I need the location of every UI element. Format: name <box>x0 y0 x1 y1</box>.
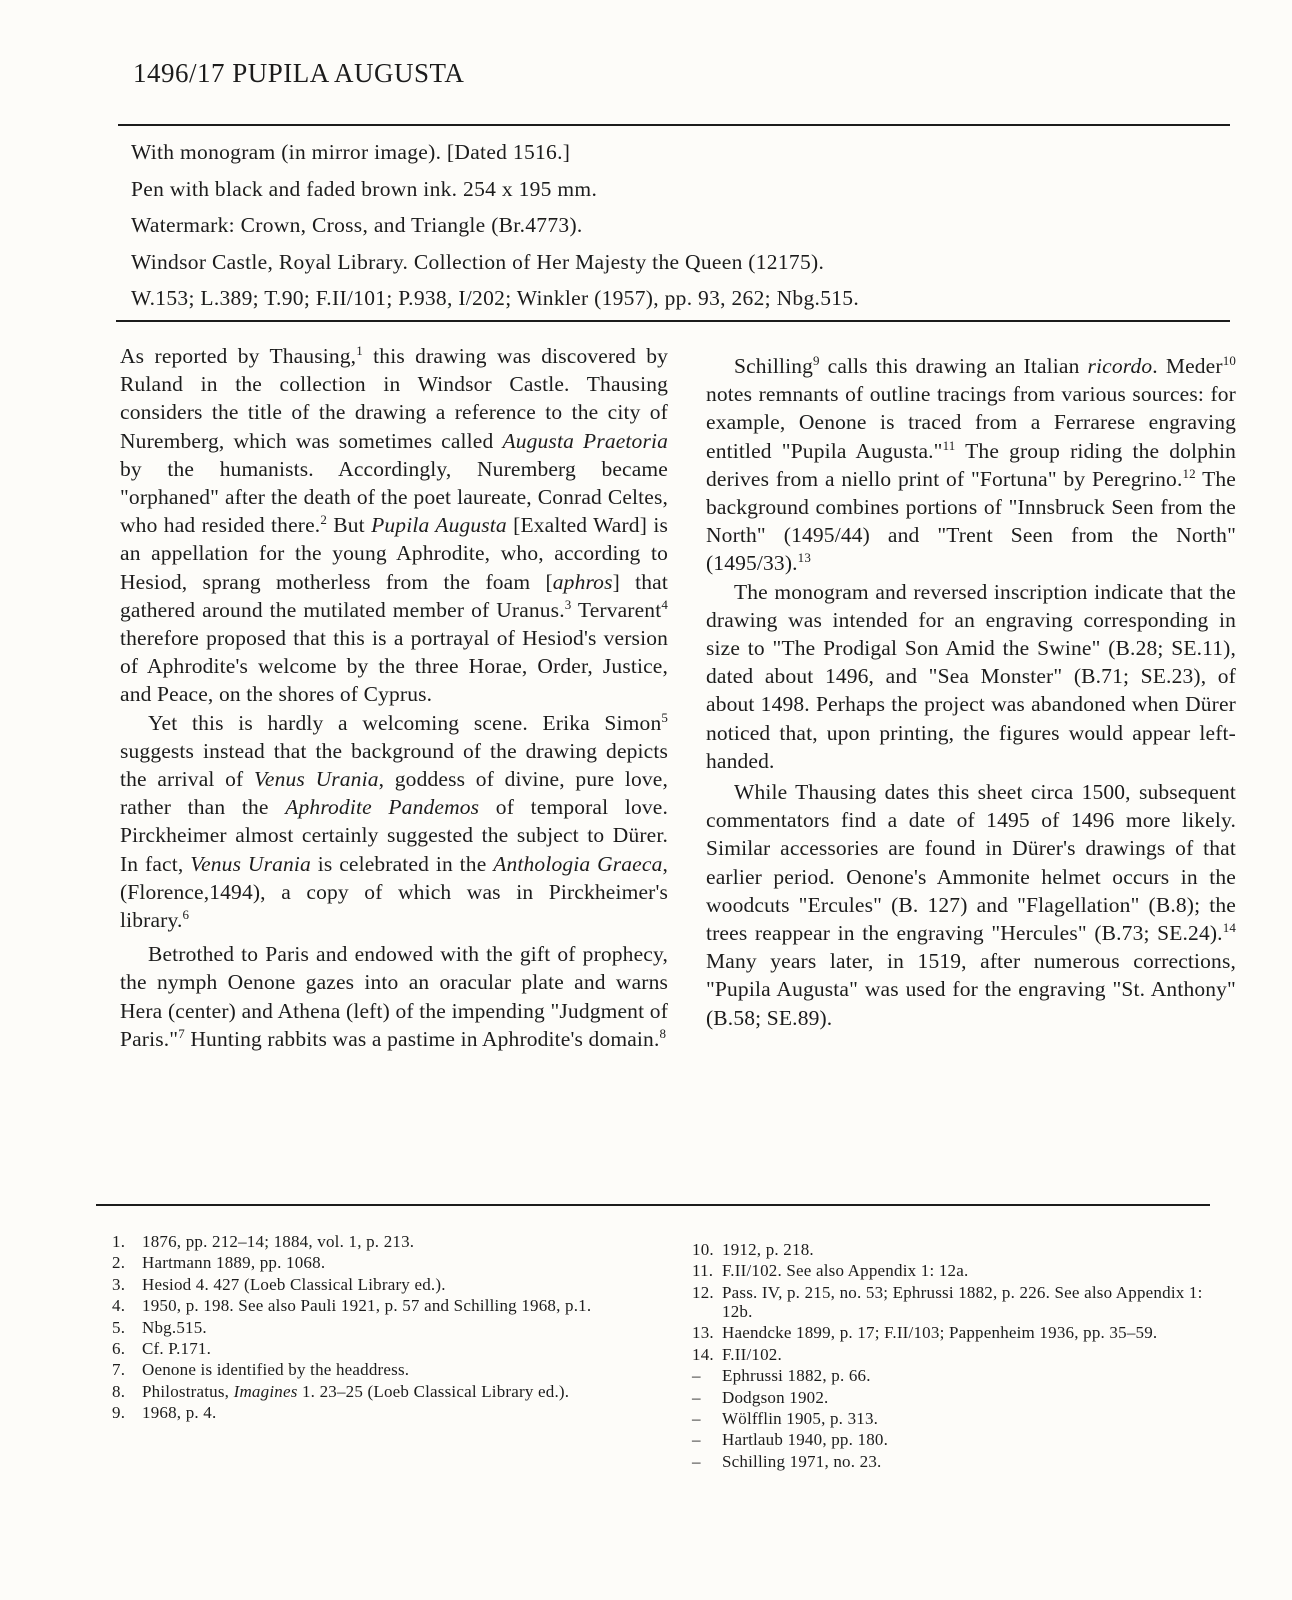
footnote: 6. Cf. P.171. <box>112 1338 212 1358</box>
footnotes-left <box>112 1232 632 1425</box>
catalog-line: W.153; L.389; T.90; F.II/101; P.938, I/202; Winkler (1957), pp. 93, 262; Nbg.515. <box>131 286 860 310</box>
paragraph: Yet this is hardly a welcoming scene. Erika Simon$^5$ suggests instead that the background of the drawing depicts the arrival of Venus Urania, goddess of divine, pure love, rather than the Aphrodite Pandemos of temporal love. Pirckheimer almost certainly suggested the subject to Dürer. In fact, Venus Urania is celebrated in the Anthologia Graeca, (Florence,1494), a copy of which was in Pirckheimer's library.$^6$ <box>120 709 669 933</box>
paragraph: As reported by Thausing,$^1$ this drawing was discovered by Ruland in the collection in Windsor Castle. Thausing considers the title of the drawing a reference to the city of Nuremberg, which was sometimes called Augusta Praetoria by the humanists. Accordingly, Nuremberg became "orphaned" after the death of the poet laureate, Conrad Celtes, who had resided there.$^2$ But Pupila Augusta [Exalted Ward] is an appellation for the young Aphrodite, who, according to Hesiod, sprang motherless from the foam [aphros] that gathered around the mutilated member of Uranus.$^3$ Tervarent$^4$ therefore proposed that this is a portrayal of Hesiod's version of Aphrodite's welcome by the three Horae, Order, Justice, and Peace, on the shores of Cyprus. <box>120 342 669 707</box>
footnote: 3. Hesiod 4. 427 (Loeb Classical Library ed.). <box>112 1274 446 1294</box>
footnote: – Hartlaub 1940, pp. 180. <box>692 1430 889 1450</box>
text-column-left <box>120 342 668 1053</box>
top-divider <box>118 124 1230 126</box>
footnote: 2. Hartmann 1889, pp. 1068. <box>112 1253 326 1273</box>
footnotes-right <box>692 1240 1212 1473</box>
footnote: 10. 1912, p. 218. <box>692 1240 814 1259</box>
footnote: – Dodgson 1902. <box>692 1387 829 1407</box>
footnote: 11. F.II/102. See also Appendix 1: 12a. <box>692 1261 969 1281</box>
catalog-line: Pen with black and faded brown ink. 254 x 195 mm. <box>131 176 598 201</box>
catalog-entry <box>131 134 1211 317</box>
catalog-line: With monogram (in mirror image). [Dated 1516.] <box>131 140 571 164</box>
paragraph: While Thausing dates this sheet circa 1500, subsequent commentators find a date of 1495 of 1496 more likely. Similar accessories are found in Dürer's drawings of that earlier period. Oenone's Ammonite helmet occurs in the woodcuts "Ercules" (B. 127) and "Flagellation" (B.8); the trees reappear in the engraving "Hercules" (B.73; SE.24).$^{14}$ Many years later, in 1519, after numerous corrections, "Pupila Augusta" was used for the engraving "St. Anthony" (B.58; SE.89). <box>706 780 1236 1030</box>
paragraph: Betrothed to Paris and endowed with the gift of prophecy, the nymph Oenone gazes into an oracular plate and warns Hera (center) and Athena (left) of the impending "Judgment of Paris."$^7$ Hunting rabbits was a pastime in Aphrodite's domain.$^8$ <box>120 942 668 1051</box>
paragraph: The monogram and reversed inscription indicate that the drawing was intended for an engraving corresponding in size to "The Prodigal Son Amid the Swine" (B.28; SE.11), dated about 1496, and "Sea Monster" (B.71; SE.23), of about 1498. Perhaps the project was abandoned when Dürer noticed that, upon printing, the figures would appear left-handed. <box>706 579 1236 773</box>
footnote: 1. 1876, pp. 212–14; 1884, vol. 1, p. 213. <box>112 1232 415 1251</box>
footnote: 14. F.II/102. <box>692 1344 782 1364</box>
catalog-line: Windsor Castle, Royal Library. Collection of Her Majesty the Queen (12175). <box>131 249 825 274</box>
footnote: 13. Haendcke 1899, p. 17; F.II/103; Pappenheim 1936, pp. 35–59. <box>692 1323 1158 1343</box>
catalog-line: Watermark: Crown, Cross, and Triangle (Br.4773). <box>131 213 583 237</box>
footnote: 9. 1968, p. 4. <box>112 1403 217 1423</box>
page-title: 1496/17 PUPILA AUGUSTA <box>133 58 465 88</box>
text-column-right <box>706 352 1236 1032</box>
footnote: – Wölfflin 1905, p. 313. <box>692 1408 879 1428</box>
middle-divider <box>116 320 1230 322</box>
footnote: 5. Nbg.515. <box>112 1317 207 1337</box>
footnote: 4. 1950, p. 198. See also Pauli 1921, p. 57 and Schilling 1968, p.1. <box>112 1296 592 1316</box>
footnote: 8. Philostratus, Imagines 1. 23–25 (Loeb Classical Library ed.). <box>112 1381 570 1401</box>
footnote: – Ephrussi 1882, p. 66. <box>692 1366 871 1386</box>
footnote: – Schilling 1971, no. 23. <box>692 1451 882 1471</box>
paragraph: Schilling$^9$ calls this drawing an Italian ricordo. Meder$^{10}$ notes remnants of outline tracings from various sources: for example, Oenone is traced from a Ferrarese engraving entitled "Pupila Augusta."$^{11}$ The group riding the dolphin derives from a niello print of "Fortuna" by Peregrino.$^{12}$ The background combines portions of "Innsbruck Seen from the North" (1495/44) and "Trent Seen from the North" (1495/33).$^{13}$ <box>706 352 1236 576</box>
footnote: 7. Oenone is identified by the headdress. <box>112 1360 410 1380</box>
footnote-divider <box>96 1204 1210 1206</box>
footnote: 12. Pass. IV, p. 215, no. 53; Ephrussi 1882, p. 226. See also Appendix 1: 12b. <box>692 1282 1203 1321</box>
